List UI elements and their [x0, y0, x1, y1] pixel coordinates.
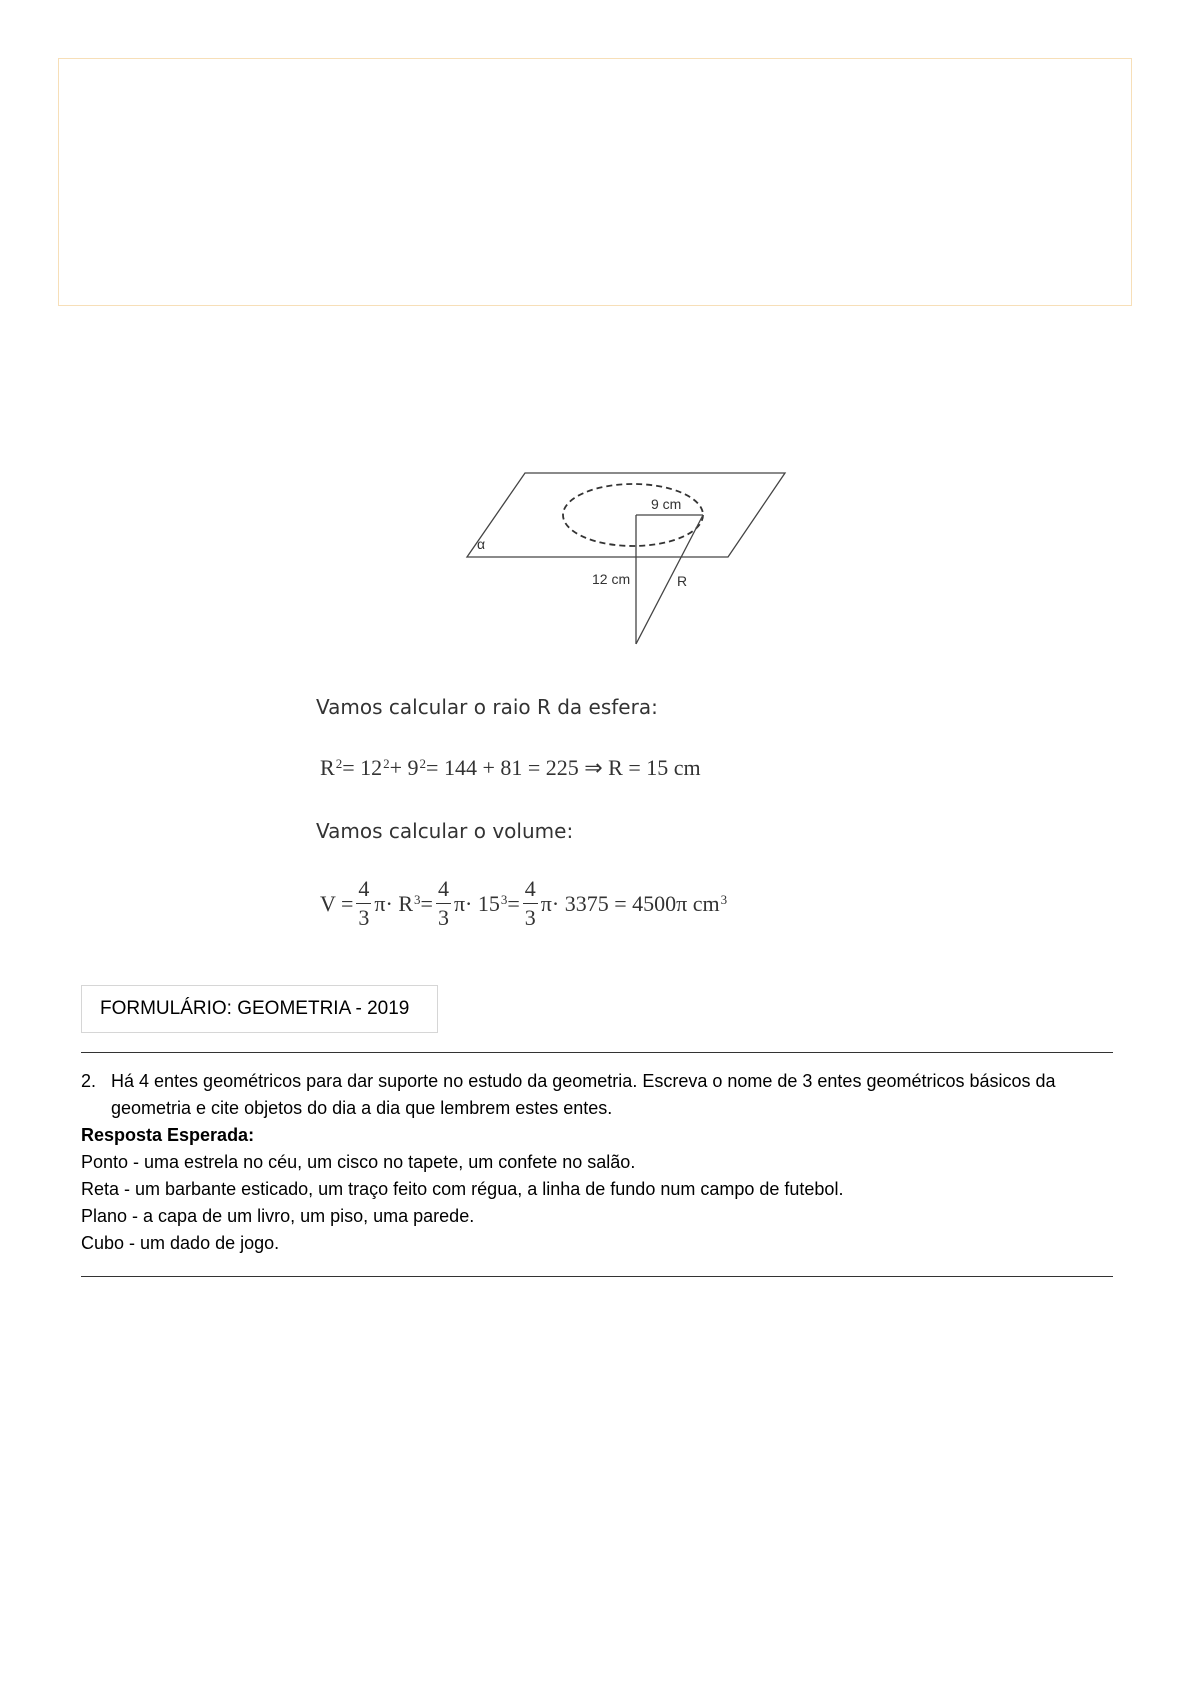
divider-bottom — [81, 1276, 1113, 1277]
sphere-radius-label: R — [677, 573, 688, 589]
question-number: 2. — [81, 1071, 97, 1091]
volume-equation: V = $\frac{4}{3}$ π· R $^3$ = $\frac{4}{3}$ π· 15 $^3$ = $\frac{4}{3}$ π· 3375 = 4500π cm $^3$ — [320, 876, 728, 930]
answer-line: Plano - a capa de um livro, um piso, uma parede. — [81, 1206, 475, 1226]
question-text: Há 4 entes geométricos para dar suporte no estudo da geometria. Escreva o nome de 3 entes geométricos básicos da geometria e cite objetos do dia a dia que lembrem estes entes. — [111, 1071, 1056, 1118]
plane-alpha — [467, 473, 785, 557]
divider-top — [81, 1052, 1113, 1053]
sphere-radius-line — [636, 515, 703, 644]
answer-line: Reta - um barbante esticado, um traço feito com régua, a linha de fundo num campo de futebol. — [81, 1179, 844, 1199]
depth-label: 12 cm — [592, 571, 631, 587]
fraction-4-3: $\frac{4}{3}$ — [524, 876, 536, 930]
answer-line: Ponto - uma estrela no céu, um cisco no tapete, um confete no salão. — [81, 1152, 636, 1172]
answer-title: Resposta Esperada: — [81, 1125, 255, 1145]
question-2 — [81, 1068, 1113, 1257]
fraction-4-3: $\frac{4}{3}$ — [437, 876, 449, 930]
radius-heading: Vamos calcular o raio R da esfera: — [316, 695, 658, 719]
form-label: FORMULÁRIO: GEOMETRIA - 2019 — [81, 985, 438, 1033]
volume-heading: Vamos calcular o volume: — [316, 819, 574, 843]
empty-answer-box — [58, 58, 1132, 306]
plane-sphere-figure — [455, 470, 795, 660]
radius-equation: R $^2$ = 12 $^2$ + 9 $^2$ = 144 + 81 = 225 ⇒ R = 15 cm — [320, 755, 701, 780]
alpha-label: α — [477, 536, 486, 552]
answer-line: Cubo - um dado de jogo. — [81, 1233, 280, 1253]
fraction-4-3: $\frac{4}{3}$ — [358, 876, 370, 930]
radius-label: 9 cm — [651, 496, 682, 512]
